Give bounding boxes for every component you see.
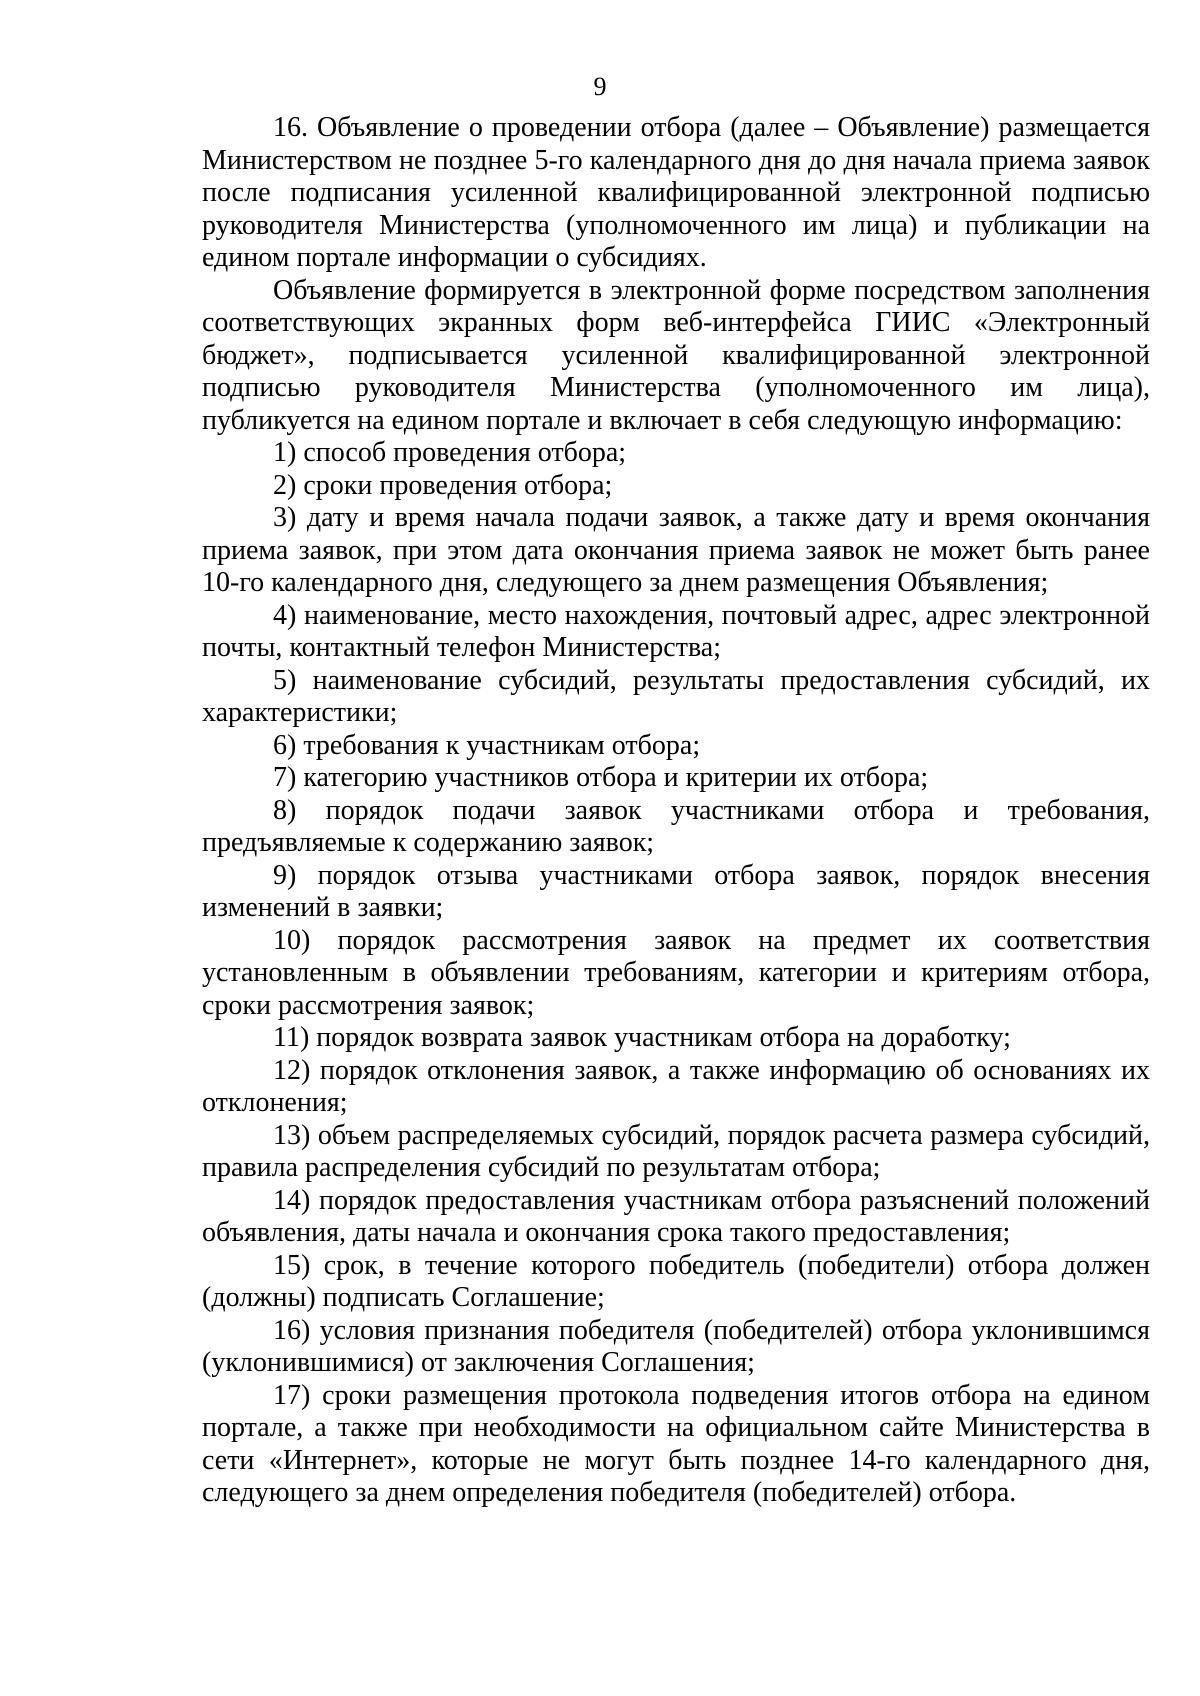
list-item-1: 1) способ проведения отбора; <box>273 437 627 468</box>
page-number: 9 <box>593 72 607 101</box>
document-body <box>202 112 1150 1510</box>
list-item-14: 14) порядок предоставления участникам отбора разъяснений положений объявления, даты начала и окончания срока такого предоставления; <box>202 1184 1150 1248</box>
list-item-17: 17) сроки размещения протокола подведения итогов отбора на едином портале, а также при необходимости на официальном сайте Министерства в сети «Интернет», которые не могут быть позднее 14-го календарного дня, следующего за днем определения победителя (победителей) отбора. <box>202 1379 1150 1508</box>
list-item-2: 2) сроки проведения отбора; <box>273 469 613 501</box>
list-item-13: 13) объем распределяемых субсидий, порядок расчета размера субсидий, правила распределения субсидий по результатам отбора; <box>202 1119 1150 1183</box>
list-item-4: 4) наименование, место нахождения, почтовый адрес, адрес электронной почты, контактный телефон Министерства; <box>202 599 1150 663</box>
list-item-3: 3) дату и время начала подачи заявок, а также дату и время окончания приема заявок, при этом дата окончания приема заявок не может быть ранее 10-го календарного дня, следующего за днем размещения Объявления; <box>202 502 1150 598</box>
list-item-11: 11) порядок возврата заявок участникам отбора на доработку; <box>273 1022 1011 1053</box>
paragraph-announcement-contents: Объявление формируется в электронной форме посредством заполнения соответствующих экранных форм веб-интерфейса ГИИС «Электронный бюджет», подписывается усиленной квалифицированной электронной подписью руководителя Министерства (уполномоченного им лица), публикуется на едином портале и включает в себя следующую информацию: <box>202 274 1150 436</box>
list-item-16: 16) условия признания победителя (победителей) отбора уклонившимся (уклонившимися) от заключения Соглашения; <box>202 1314 1150 1378</box>
list-item-10: 10) порядок рассмотрения заявок на предмет их соответствия установленным в объявлении требованиям, категории и критериям отбора, сроки рассмотрения заявок; <box>202 924 1150 1021</box>
list-item-12: 12) порядок отклонения заявок, а также информацию об основаниях их отклонения; <box>202 1054 1150 1118</box>
paragraph-announcement-placement: 16. Объявление о проведении отбора (далее – Объявление) размещается Министерством не позднее 5-го календарного дня до дня начала приема заявок после подписания усиленной квалифицированной электронной подписью руководителя Министерства (уполномоченного им лица) и публикации на едином портале информации о субсидиях. <box>202 112 1150 273</box>
list-item-8: 8) порядок подачи заявок участниками отбора и требования, предъявляемые к содержанию заявок; <box>202 794 1150 858</box>
list-item-9: 9) порядок отзыва участниками отбора заявок, порядок внесения изменений в заявки; <box>202 859 1150 923</box>
list-item-6: 6) требования к участникам отбора; <box>273 729 701 761</box>
list-item-5: 5) наименование субсидий, результаты предоставления субсидий, их характеристики; <box>202 664 1150 728</box>
list-item-7: 7) категорию участников отбора и критерии их отбора; <box>273 762 929 793</box>
list-item-15: 15) срок, в течение которого победитель (победители) отбора должен (должны) подписать Соглашение; <box>202 1249 1150 1313</box>
